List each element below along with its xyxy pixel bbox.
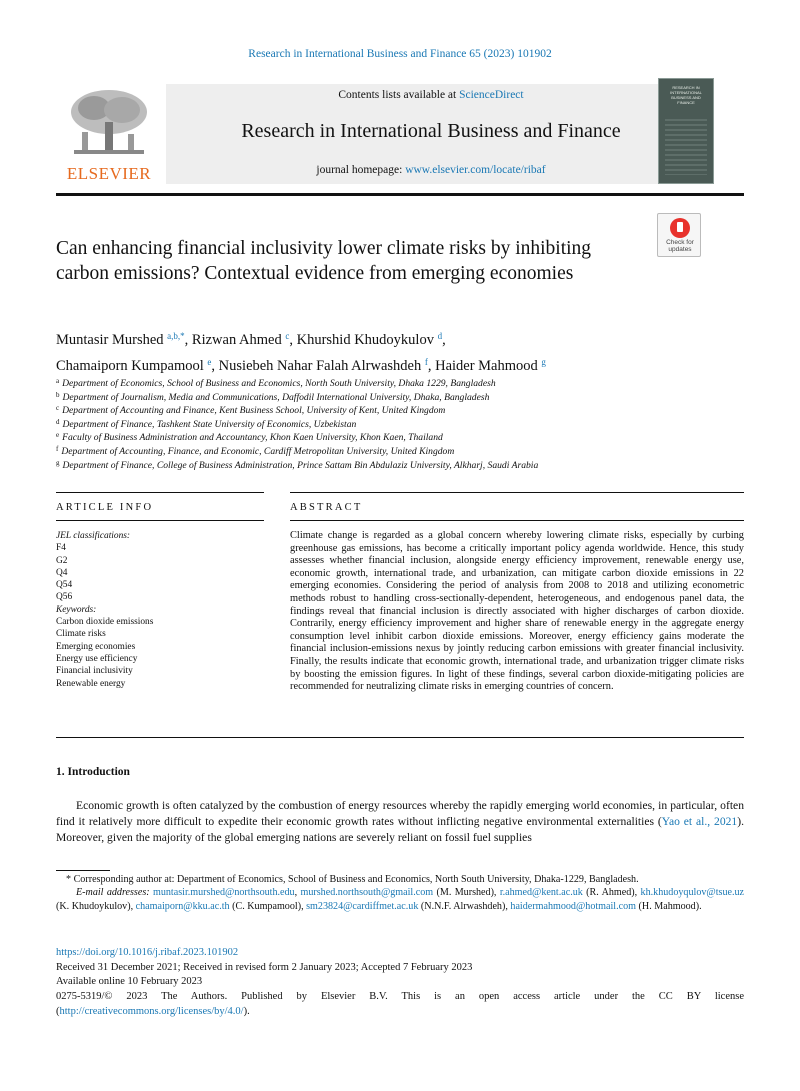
affiliation-item [56, 376, 746, 390]
keyword: Emerging economies [56, 641, 136, 652]
email-link[interactable]: r.ahmed@kent.ac.uk [499, 887, 583, 899]
affiliation-text: Department of Finance, College of Business Administration, Prince Sattam Bin Abdulaziz University, Alkharj, Saudi Arabia [62, 459, 539, 471]
affiliation-text: Department of Journalism, Media and Communications, Daffodil International University, Dhaka, Bangladesh [62, 391, 490, 403]
email-owner: (M. Murshed), [433, 887, 500, 899]
email-link[interactable]: chamaiporn@kku.ac.th [135, 900, 230, 912]
jel-label: JEL classifications: [56, 531, 131, 541]
email-link[interactable]: murshed.northsouth@gmail.com [300, 887, 434, 899]
keyword: Climate risks [56, 629, 106, 640]
email-label: E-mail addresses: [76, 887, 150, 899]
intro-text-part: Economic growth is often catalyzed by the combustion of energy resources whereby the rapidly emerging world economies, in particular, often find it relatively more difficult to expedite their economic growth rates without inflicting negative environmental externalities ( [56, 799, 744, 828]
abstract-text: Climate change is regarded as a global concern whereby lowering climate risks, especially by curbing greenhouse gas emissions, has become a critically important policy agenda worldwide. Hence, this study assesses whether financial inclusion, alongside energy efficiency improvement, renewable energy use, economic growth, international trade, and urbanization, can mitigate carbon dioxide emissions in 22 emerging economies. Considering the period of analysis from 2008 to 2018 and utilizing econometric methods robust to handling cross-sectionally-dependent, heterogeneous, and endogenous panel data, the findings reveal that financial inclusion is directly associated with higher discharges of carbon dioxide. Contrarily, energy efficiency improvement and higher share of renewable energy in the aggregate energy consumption level inhibit carbon dioxide emissions. Moreover, energy efficiency gains moderate the financial inclusion-emissions nexus by jointly reducing carbon emissions with greater financial inclusivity. Finally, the results indicate that economic growth, international trade, and urbanization trigger climate risks by boosting the emission figures. In light of these findings, several carbon dioxide-mitigating policies are recommended for neutralizing climate risks in emerging countries of concern. [290, 530, 744, 693]
jel-code: G2 [56, 555, 68, 566]
elsevier-tree-icon [64, 86, 154, 158]
author-affiliation-mark[interactable]: a,b,* [167, 331, 185, 341]
author-name[interactable]: Khurshid Khudoykulov [296, 332, 434, 348]
license-paren-close: ). [243, 1005, 250, 1017]
article-info-rule [56, 520, 264, 521]
affiliation-item [56, 390, 746, 404]
affiliation-item [56, 444, 746, 458]
author-name[interactable]: Chamaiporn Kumpamool [56, 358, 204, 374]
author-separator: , [442, 332, 446, 348]
email-link[interactable]: kh.khudoyqulov@tsue.uz [640, 887, 745, 899]
jel-code: Q54 [56, 580, 73, 591]
affiliation-key: f [56, 444, 59, 453]
publisher-name: ELSEVIER [66, 164, 152, 183]
article-info-top-rule [56, 492, 264, 493]
abstract-top-rule [290, 492, 744, 493]
license-statement: 0275-5319/© 2023 The Authors. Published by Elsevier B.V. This is an open access article under the CC BY license [56, 991, 744, 1003]
affiliation-text: Department of Economics, School of Business and Economics, North South University, Dhaka 1229, Bangladesh [62, 378, 496, 389]
homepage-prefix: journal homepage: [316, 164, 406, 176]
keyword: Energy use efficiency [56, 653, 138, 664]
jel-code: Q56 [56, 592, 73, 603]
homepage-line [166, 164, 696, 176]
author-separator: , [211, 358, 219, 374]
crossmark-label: Check for updates [666, 239, 694, 253]
intro-text-part: ). Moreover, given the majority of the global emerging nations are severely reliant on fossil fuel supplies [56, 815, 744, 844]
journal-cover-title: RESEARCH IN INTERNATIONAL BUSINESS AND FINANCE [670, 85, 702, 105]
license-link[interactable]: http://creativecommons.org/licenses/by/4.0/ [59, 1005, 244, 1017]
email-link[interactable]: muntasir.murshed@northsouth.edu [152, 887, 295, 899]
journal-cover-pattern [665, 119, 707, 175]
journal-masthead [56, 84, 744, 188]
homepage-link[interactable]: www.elsevier.com/locate/ribaf [405, 164, 546, 176]
abstract-rule [290, 520, 744, 521]
author-affiliation-mark[interactable]: e [207, 357, 212, 367]
affiliation-text: Department of Accounting and Finance, Kent Business School, University of Kent, United Kingdom [62, 405, 446, 417]
affiliation-text: Department of Finance, Tashkent State University of Economics, Uzbekistan [62, 418, 357, 430]
keywords-label: Keywords: [56, 604, 97, 615]
corresponding-author-note: * Corresponding author at: Department of Economics, School of Business and Economics, North South University, Dhaka-1229, Bangladesh. [66, 874, 639, 885]
email-owner: (N.N.F. Alrwashdeh), [418, 900, 511, 912]
jel-code: F4 [56, 543, 66, 554]
email-owner: (H. Mahmood). [636, 900, 702, 912]
jel-code: Q4 [56, 567, 68, 578]
author-list [56, 325, 746, 377]
footnote-rule [56, 870, 110, 871]
license-link-line [56, 1005, 744, 1020]
license-paren-open: ( [56, 1005, 60, 1017]
author-separator: , [427, 358, 436, 374]
affiliation-text: Department of Accounting, Finance, and Economic, Cardiff Metropolitan University, United Kingdom [61, 445, 455, 457]
author-affiliation-mark[interactable]: c [285, 331, 290, 341]
contents-line [166, 89, 696, 101]
email-link[interactable]: haidermahmood@hotmail.com [510, 900, 637, 912]
affiliation-key: b [56, 390, 60, 399]
introduction-paragraph [56, 798, 744, 846]
author-affiliation-mark[interactable]: d [437, 331, 443, 341]
affiliation-key: e [56, 431, 60, 440]
journal-cover-image[interactable] [658, 78, 714, 184]
masthead-divider [56, 193, 744, 196]
citation-link[interactable]: Yao et al., 2021 [661, 815, 738, 828]
affiliation-list [56, 376, 746, 471]
author-name[interactable]: Nusiebeh Nahar Falah Alrwashdeh [218, 358, 422, 374]
email-link[interactable]: sm23824@cardiffmet.ac.uk [306, 900, 419, 912]
introduction-heading: 1. Introduction [56, 766, 130, 778]
contents-prefix: Contents lists available at [338, 89, 460, 101]
footnote [56, 873, 744, 913]
email-owner: (K. Khudoykulov), [56, 900, 136, 912]
author-name[interactable]: Muntasir Murshed [56, 332, 164, 348]
affiliation-key: d [56, 417, 60, 426]
sciencedirect-link[interactable]: ScienceDirect [459, 89, 524, 101]
email-owner: (C. Kumpamool), [229, 900, 307, 912]
author-name[interactable]: Haider Mahmood [435, 358, 538, 374]
article-info-heading: ARTICLE INFO [56, 502, 154, 513]
journal-banner [166, 84, 696, 184]
affiliation-item [56, 430, 746, 444]
author-affiliation-mark[interactable]: f [424, 357, 428, 367]
author-separator: , [289, 332, 297, 348]
author-affiliation-mark[interactable]: g [541, 357, 546, 367]
email-addresses [56, 886, 744, 913]
front-matter-bottom-rule [56, 737, 744, 738]
abstract-heading: ABSTRACT [290, 502, 363, 513]
crossmark-icon [670, 218, 690, 238]
affiliation-item [56, 403, 746, 417]
keyword: Financial inclusivity [56, 666, 133, 677]
article-info-panel [56, 530, 266, 690]
article-metadata [56, 946, 744, 1020]
affiliation-text: Faculty of Business Administration and Accountancy, Khon Kaen University, Khon Kaen, Thailand [62, 432, 443, 444]
affiliation-item [56, 417, 746, 431]
keyword: Carbon dioxide emissions [56, 617, 154, 628]
journal-title: Research in International Business and Finance [241, 120, 621, 142]
author-name[interactable]: Rizwan Ahmed [191, 332, 282, 348]
keyword: Renewable energy [56, 678, 126, 689]
received-dates: Received 31 December 2021; Received in revised form 2 January 2023; Accepted 7 February 2023 [56, 961, 473, 973]
affiliation-key: c [56, 404, 60, 413]
elsevier-logo[interactable] [56, 84, 162, 184]
doi-link[interactable]: https://doi.org/10.1016/j.ribaf.2023.101902 [56, 947, 239, 958]
article-title: Can enhancing financial inclusivity lower climate risks by inhibiting carbon emissions? Contextual evidence from emerging economies [56, 238, 592, 284]
journal-reference[interactable]: Research in International Business and Finance 65 (2023) 101902 [248, 48, 552, 60]
author-separator: , [184, 332, 192, 348]
affiliation-key: a [56, 377, 60, 385]
email-separator: , [294, 887, 301, 899]
check-for-updates-button[interactable] [657, 213, 701, 257]
online-date: Available online 10 February 2023 [56, 976, 203, 988]
affiliation-key: g [56, 458, 60, 467]
email-owner: (R. Ahmed), [582, 887, 641, 899]
affiliation-item [56, 458, 746, 472]
